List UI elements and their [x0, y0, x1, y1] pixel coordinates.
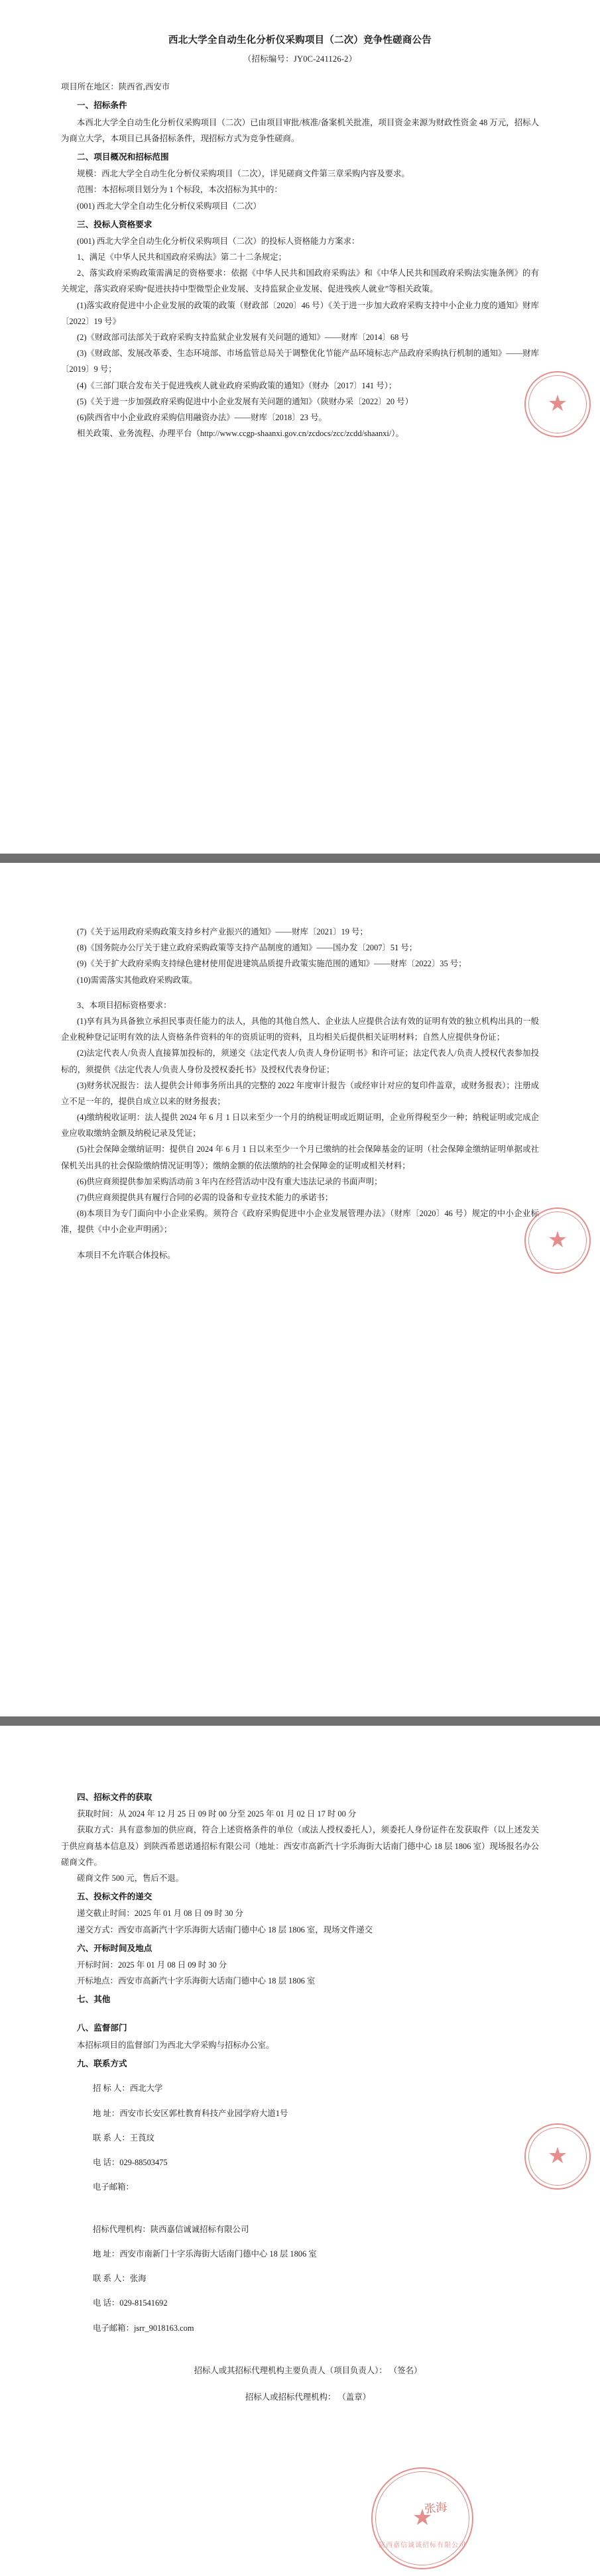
section-1-heading: 一、招标条件 — [77, 101, 127, 111]
section-3-item-6: 相关政策、业务流程、办理平台（http://www.ccgp-shaanxi.gov.cn/zcdocs/zcc/zcdd/shaanxi/）。 — [77, 429, 404, 439]
section-2-para-2: (001) 西北大学全自动生化分析仪采购项目（二次） — [77, 201, 261, 211]
section-3-item2-3: (10)需需落实其他政府采购政策。 — [77, 975, 198, 985]
agent-address-value: 西安市南新门十字乐海街大话南门德中心 18 层 1806 室 — [119, 2249, 317, 2259]
section-3-item-1: (2)《财政部司法部关于政府采购支持监狱企业发展有关问题的通知》——财库〔2014〕68 号 — [77, 333, 409, 342]
section-4-para-0: 获取时间：从 2024 年 12 月 25 日 09 时 00 分至 2025 年 01 月 02 日 17 时 00 分 — [77, 1809, 357, 1819]
section-3-item-4: (5)《关于进一步加强政府采购促进中小企业发展有关问题的通知》（陕财办采〔2022〕20 号） — [77, 396, 413, 406]
spacer-5 — [61, 2345, 539, 2354]
company-seal-page3 — [371, 2467, 473, 2569]
seal-star-icon: ★ — [412, 2506, 433, 2530]
section-3-para-0: (001) 西北大学全自动生化分析仪采购项目（二次）的投标人资格能力方案求： — [77, 236, 360, 246]
buyer-tel-value: 029-88503475 — [119, 2158, 168, 2167]
buyer-address-value: 西安市长安区郭杜教育科技产业园学府大道1号 — [119, 2108, 288, 2118]
section-3b-item-0: (1)享有具为具备独立承担民事责任能力的法人，具他的其他自然人、企业法人应提供合法有效的证明有效的独立机构出具的一般企业税种登记证明有效的法人资格条件资料的年的资质证明的资料，且均相关后提供相关证明材料；自然人应提供身份证； — [61, 1016, 539, 1042]
section-3b-item-7: (8)本项目为专门面向中小企业采购。须符合《政府采购促进中小企业发展管理办法》（财库〔2020〕46 号）规定的中小企业标准，提供《中小企业声明函》； — [61, 1209, 539, 1235]
section-3-item-3: (4)《三部门联合发布关于促进残疾人就业政府采购政策的通知》（财办〔2017〕141 号）； — [77, 380, 397, 390]
buyer-tel-label: 电 话： — [93, 2158, 120, 2167]
section-7-heading: 七、其他 — [77, 1995, 111, 2005]
buyer-name-label: 招 标 人： — [93, 2084, 130, 2094]
agent-email-label: 电子邮箱： — [93, 2323, 134, 2333]
signature-line-1-label: 招标人或其招标代理机构主要负责人（项目负责人）： — [194, 2366, 387, 2376]
section-6-heading: 六、开标时间及地点 — [77, 1943, 152, 1953]
section-3b-item-3: (4)缴纳税收证明：法人提供 2024 年 6 月 1 日以来至少一个月的纳税证明或近期证明，企业所得税至少一种；纳税证明或完成企业应收取缴纳金额及纳税记录及凭证； — [61, 1113, 539, 1139]
section-3b-tail: 本项目不允许联合体投标。 — [77, 1250, 176, 1260]
agent-email-row — [61, 2320, 539, 2337]
section-3-item-5: (6)陕西省中小企业政府采购信用融资办法》——财库〔2018〕23 号。 — [77, 412, 327, 422]
section-6-para-0: 开标时间：2025 年 01 月 08 日 09 时 30 分 — [77, 1960, 227, 1970]
seal-star-icon: ★ — [547, 2144, 568, 2168]
agent-address-row — [61, 2246, 539, 2263]
spacer-3 — [61, 2008, 539, 2017]
section-1-para-0: 本西北大学全自动生化分析仪采购项目（二次）已由项目审批/核准/备案机关批准，项目资金来源为财政性资金 48 万元，招标人为商立大学，本项目已具备招标条件，现招标方式为竞争性磋商。 — [61, 117, 539, 143]
section-3-para-2: 2、落实政府采购政策需满足的资格要求：依据《中华人民共和国政府采购法》和《中华人民共和国政府采购法实施条例》的有关规定，落实政府采购“促进扶持中型微型企业发展、支持监狱企业发展、促进残疾人就业”等相关政策。 — [61, 268, 539, 294]
tender-number: （招标编号：JY0C-241126-2） — [243, 54, 357, 64]
section-5-heading: 五、投标文件的递交 — [77, 1892, 152, 1902]
buyer-contact-row — [61, 2130, 539, 2147]
section-3-item-0: (1)落实政府促进中小企业发展的政策的政策（财政部〔2020〕46 号）《关于进一步加大政府采购支持中小企业力度的通知》财库〔2022〕19 号》 — [61, 300, 539, 326]
agent-contact-value: 张海 — [129, 2274, 147, 2284]
buyer-name-value: 西北大学 — [129, 2084, 163, 2094]
signature-line-2-label: 招标人或招标代理机构： — [245, 2392, 336, 2402]
agent-email-value: jsrr_9018163.com — [133, 2323, 194, 2333]
section-2-heading: 二、项目概况和招标范围 — [77, 152, 169, 162]
page-1 — [0, 0, 600, 854]
section-9-heading: 九、联系方式 — [77, 2058, 127, 2068]
section-2-para-1: 范围：本招标项目划分为 1 个标段，本次招标为其中的： — [77, 185, 282, 195]
section-4-heading: 四、招标文件的获取 — [77, 1793, 152, 1802]
buyer-email-label: 电子邮箱： — [93, 2182, 134, 2192]
section-3b-item-4: (5)社会保障金缴纳证明：提供自 2024 年 6 月 1 日以来至少一个月已缴纳的社会保障基金的证明（社会保障金缴纳证明单据或社保机关出具的社会保险缴纳情况证明等）；缴纳金额的依法缴纳的社会保障金的证明或相关材料； — [61, 1145, 539, 1170]
section-3b-item-5: (6)供应商须提供参加采购活动前 3 年内在经营活动中没有重大违法记录的书面声明； — [77, 1176, 383, 1186]
section-8-para-0: 本招标项目的监督部门为西北大学采购与招标办公室。 — [77, 2040, 274, 2050]
page-3 — [0, 1726, 600, 2576]
agent-title-row: 招标代理机构：陕西嘉信诚诚招标有限公司 — [93, 2224, 249, 2234]
agent-contact-label: 联 系 人： — [93, 2274, 130, 2284]
section-3-item2-1: (8)《国务院办公厅关于建立政府采购政策等支持产品制度的通知》——国办发〔2007〕51 号； — [77, 943, 418, 953]
page-title: 西北大学全自动生化分析仪采购项目（二次）竞争性磋商公告 — [168, 35, 432, 46]
seal-text: 陕西嘉信诚诚招标有限公司 — [379, 2542, 466, 2549]
section-3b-item-1: (2)法定代表人/负责人直接算加投标的，须递交《法定代表人/负责人身份证明书》和许可证；法定代表人/负责人授权代表参加投标的，须提供《法定代表人/负责人身份及授权委托书》及授权代表身份证； — [61, 1048, 539, 1074]
buyer-contact-label: 联 系 人： — [93, 2133, 130, 2143]
section-4-para-1: 获取方式：具有意参加的供应商，符合上述资格条件的单位（或法人授权委托人），须委托人身份证件在发获取件（以上述发关于供应商基本信息及）到陕西希恩诺通招标有限公司（地址：西安市高新汽十字乐海街大话南门德中心 18 层 1806 室）现场报名办公磋商文件。 — [61, 1825, 539, 1867]
page-gap-2 — [0, 1716, 600, 1726]
section-5-para-1: 递交方式：西安市高新汽十字乐海街大话南门德中心 18 层 1806 室，现场文件递交 — [77, 1925, 373, 1934]
section-5-para-0: 递交截止时间：2025 年 01 月 08 日 09 时 30 分 — [77, 1909, 243, 1919]
section-3b-lead: 3、本项目招标资格要求： — [77, 1000, 172, 1010]
section-3b-item-6: (7)供应商须提供具有履行合同的必需的设备和专业技术能力的承诺书； — [77, 1193, 333, 1202]
agent-tel-value: 029-81541692 — [119, 2298, 168, 2308]
signature-line-2 — [61, 2388, 539, 2406]
section-2-para-0: 规模：西北大学全自动生化分析仪采购项目（二次），详见磋商文件第三章采购内容及要求。 — [77, 169, 410, 179]
section-3-heading: 三、投标人资格要求 — [77, 219, 152, 229]
section-4-para-2: 磋商文件 500 元，售后不退。 — [77, 1873, 184, 1883]
spacer-4 — [61, 2204, 539, 2213]
buyer-address-label: 地 址： — [93, 2108, 120, 2118]
section-6-para-1: 开标地点：西安市高新汽十字乐海街大话南门德中心 18 层 1806 室 — [77, 1976, 316, 1986]
seal-star-icon: ★ — [547, 392, 568, 416]
project-location: 项目所在地区：陕西省,西安市 — [61, 82, 170, 92]
section-3-item-2: (3)《财政部、发展改革委、生态环境部、市场监管总局关于调整优化节能产品环境标志产品政府采购执行机制的通知》——财库〔2019〕9 号； — [61, 349, 539, 374]
buyer-name-row — [61, 2080, 539, 2097]
section-3-item2-0: (7)《关于运用政府采购政策支持乡村产业振兴的通知》——财库〔2021〕19 号； — [77, 927, 368, 936]
agent-contact-row — [61, 2270, 539, 2287]
buyer-contact-value: 王莨玟 — [129, 2133, 154, 2143]
handwritten-signature: 张海 — [424, 2500, 448, 2516]
section-3-para-1: 1、满足《中华人民共和国政府采购法》第二十二条规定； — [77, 252, 286, 262]
agent-tel-row — [61, 2295, 539, 2312]
section-8-heading: 八、监督部门 — [77, 2023, 127, 2033]
section-3-item2-2: (9)《关于扩大政府采购支持绿色建材使用促进建筑品质提升政策实施范围的通知》——财库〔2022〕35 号； — [77, 959, 467, 969]
spacer — [61, 988, 539, 997]
buyer-address-row — [61, 2105, 539, 2122]
seal-star-icon: ★ — [547, 1228, 568, 1253]
buyer-tel-row — [61, 2155, 539, 2171]
seal-inner-ring — [375, 2471, 469, 2565]
signature-line-1-suffix: （签名） — [389, 2366, 422, 2376]
buyer-email-row — [61, 2179, 539, 2196]
section-3b-item-2: (3)财务状况报告：法人提供会计师事务所出具的完整的 2022 年度审计报告（或经审计对应的复印件盖章，或财务报表）；注册成立不足一年的，提供自成立以来的财务报表； — [61, 1080, 539, 1106]
signature-line-1 — [61, 2362, 539, 2380]
signature-line-2-suffix: （盖章） — [337, 2392, 371, 2402]
agent-address-label: 地 址： — [93, 2249, 120, 2259]
page-gap-1 — [0, 854, 600, 863]
agent-tel-label: 电 话： — [93, 2298, 120, 2308]
spacer-2 — [61, 1238, 539, 1247]
page-2 — [0, 863, 600, 1716]
